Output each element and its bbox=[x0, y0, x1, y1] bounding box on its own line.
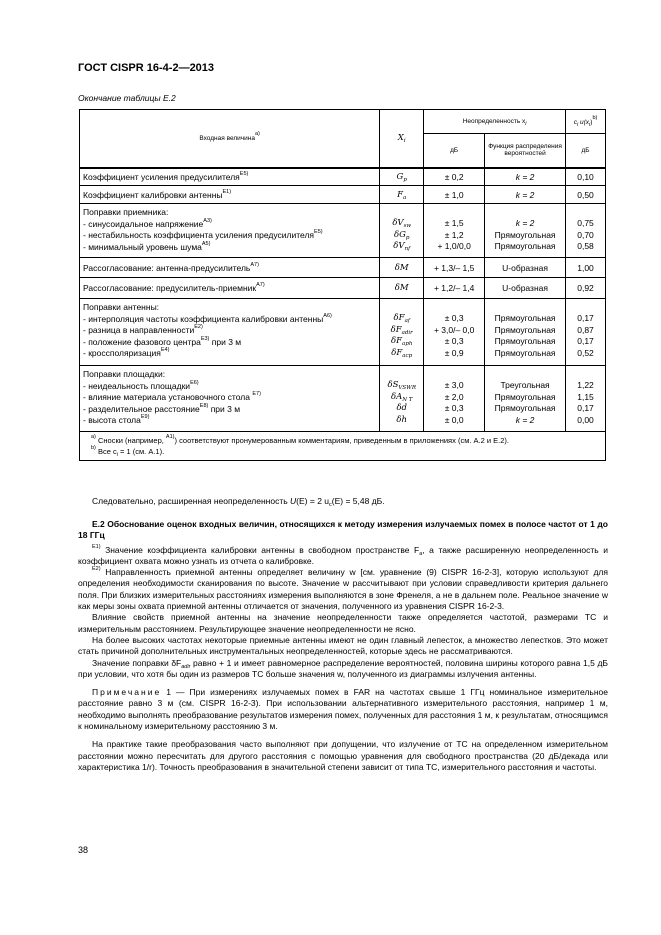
header-ci-u: $c_i$ $u(x_i)^{b)}$ bbox=[566, 110, 606, 134]
table-row: Поправки приемника: - синусоидальное напряжение$^{A3)}$ - нестабильность коэффициента усиления предусилителя$^{E5)}$ - минимальный уровень шума$^{A5)}$ $\delta V_{sw}$ $\delta G_p$ $\delta V_{nf}$ ± 1,5 ± 1,2 + 1,0/0,0 k = 2 Прямоугольная Прямоугольная 0,75 0,70 0,58 bbox=[80, 204, 606, 258]
paragraph-higher-freq: На более высоких частотах некоторые приемные антенны имеют не один главный лепесток, а множество лепестков. Это может стать причиной дополнительных инструментальных неопределенностей, которые здесь не рассматриваются. bbox=[78, 634, 608, 657]
paragraph-e1: $^{E1)}$ Значение коэффициента калибровки антенны в свободном пространстве $F_a$, а также расширенную неопределенность и коэффициент охвата можно узнать из отчета о калибровке. bbox=[78, 543, 609, 566]
expanded-uncertainty: Следовательно, расширенная неопределенность U(E) = 2 $u_c(E) = 5,48$ дБ. bbox=[92, 496, 385, 508]
table-notes: $^{a)}$ Сноски (например, $^{A1)}$) соответствуют пронумерованным комментариям, приведенным в приложениях (см. А.2 и Е.2). $^{b)}$ Все $c_i = 1$ (см. А.1). bbox=[80, 432, 606, 461]
header-distribution: Функция распределения вероятностей bbox=[485, 134, 566, 168]
note-1: Примечание 1 — При измерениях излучаемых помех в FAR на частотах свыше 1 ГГц номинальное измерительное расстояние равно 3 м (см. CISPR 16-2-3). При использовании альтернативного измерительного расстояния, например 1 м, необходимо выполнять преобразование результатов измерения помех, полученных для расстояния 1 м, к результатам, относящимся к номинальному измерительному расстоянию 3 м. bbox=[78, 687, 608, 732]
table-caption: Окончание таблицы Е.2 bbox=[78, 93, 176, 103]
table-row: Поправки площадки: - неидеальность площадки$^{E6)}$ - влияние материала установочного стола $^{E7)}$ - разделительное расстояние$^{E8)}$ при 3 м - высота стола$^{E9)}$ $\delta S_{VSWR}$ $\delta A_{N T}$ δd δh ± 3,0 ± 2,0 ± 0,3 ± 0,0 Треугольная Прямоугольная Прямоугольная k = 2 1,22 1,15 0,17 0,00 bbox=[80, 366, 606, 432]
table-row: Рассогласование: предусилитель-приемник$^{A7)}$ δM + 1,2/– 1,4 U-образная 0,92 bbox=[80, 278, 606, 299]
paragraph-influence: Влияние свойств приемной антенны на значение неопределенности также определяется частотой, размерами ТС и измерительным расстоянием. Результирующее значение неопределенности не ясно. bbox=[78, 612, 608, 634]
header-xi: $X_i$ bbox=[380, 110, 424, 168]
paragraph-practice: На практике такие преобразования часто выполняют при допущении, что излучение от ТС на определенном измерительном расстоянии можно пересчитать для другого расстояния с помощью уравнения для свободного пространства (20 дБ/декада или характеристика 1/r). Точность преобразования в значительной степени зависит от типа ТС, измерительного расстояния и частоты. bbox=[78, 739, 608, 772]
table-row: Поправки антенны: - интерполяция частоты коэффициента калибровки антенны$^{A6)}$ - разница в направленности$^{E2)}$ - положение фазового центра$^{E3)}$ при 3 м - кроссполяризация$^{E4)}$ $\delta F_{af}$ $\delta F_{adir}$ $\delta F_{aph}$ $\delta F_{acp}$ ± 0,3 + 3,0/– 0,0 ± 0,3 ± 0,9 Прямоугольная Прямоугольная Прямоугольная Прямоугольная 0,17 0,87 0,17 0,52 bbox=[80, 299, 606, 366]
paragraph-correction: Значение поправки $\delta F_{adir}$ равно + 1 и имеет равномерное распределение вероятностей, половина ширины которого равна 1,5 дБ при условии, что хотя бы один из размеров ТС больше значения w, полученного из диаграммы излучения антенны. bbox=[78, 657, 608, 679]
table-header-row bbox=[80, 110, 606, 134]
uncertainty-table bbox=[79, 109, 606, 461]
table-notes-row bbox=[80, 432, 606, 461]
header-input-quantity: Входная величина$^{a)}$ bbox=[80, 110, 380, 168]
header-db-2: дБ bbox=[566, 134, 606, 168]
table-row: Рассогласование: антенна-предусилитель$^{A7)}$ δM + 1,3/– 1,5 U-образная 1,00 bbox=[80, 258, 606, 278]
section-title: Е.2 Обоснование оценок входных величин, относящихся к методу измерения излучаемых помех в полосе частот от 1 до 18 ГГц bbox=[78, 519, 608, 541]
header-uncertainty: Неопределенность $x_i$ bbox=[424, 110, 566, 134]
header-db: дБ bbox=[424, 134, 485, 168]
table-row: Коэффициент калибровки антенны$^{E1)}$ $F_a$ ± 1,0 k = 2 0,50 bbox=[80, 186, 606, 204]
document-header: ГОСТ CISPR 16-4-2—2013 bbox=[78, 62, 215, 74]
section-e2-body bbox=[78, 519, 608, 773]
paragraph-e2: $^{E2)}$ Направленность приемной антенны определяет величину w [см. уравнение (9) CISPR 16-2-3], которую используют для определения необходимости сканирования по высоте. Значение w рассчитывают при условии справедливости критерия дальнего поля. При близких измерительных расстояниях измерения выполняются в зоне Френеля, а не в дальнем поле. Реальное значение w как меры зоны охвата приемной антенны отличается от значения, полученного из уравнения CISPR 16-2-3. bbox=[78, 566, 608, 612]
table-row: Коэффициент усиления предусилителя$^{E5)}$ $G_p$ ± 0,2 k = 2 0,10 bbox=[80, 168, 606, 186]
page-number: 38 bbox=[78, 845, 89, 855]
